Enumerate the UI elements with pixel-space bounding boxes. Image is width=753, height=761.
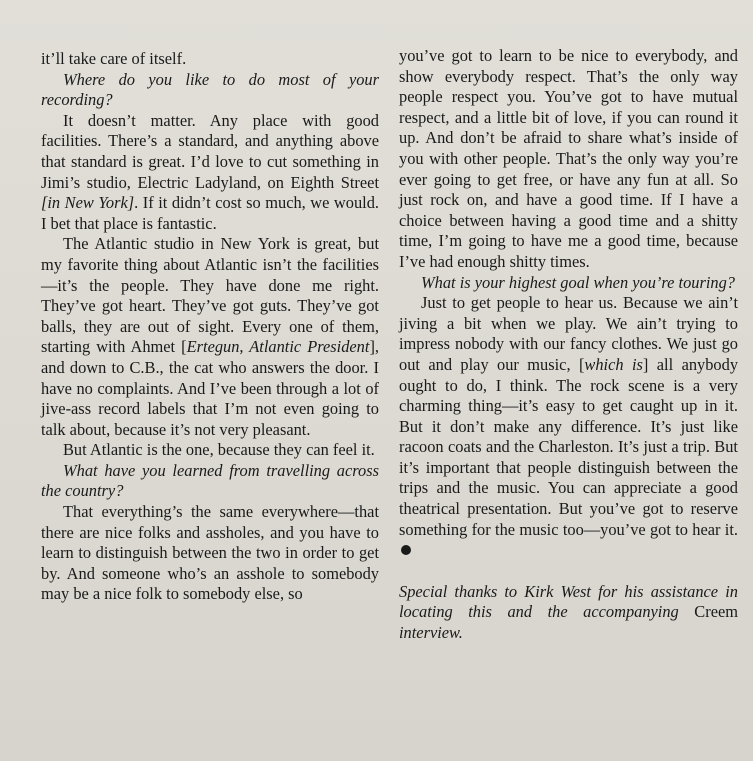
interview-question: Where do you like to do most of your recording?	[41, 69, 379, 110]
interview-question: What is your highest goal when you’re touring?	[421, 272, 735, 292]
paragraph: It doesn’t matter. Any place with good facilities. There’s a standard, and anything above that standard is great. I’d love to cut something in Jimi’s studio, Electric Ladyland, on Eighth Street [in New York]. If it didn’t cost so much, we would. I bet that place is fantastic.	[41, 110, 379, 233]
end-of-article-dot-icon	[401, 545, 411, 555]
paragraph: But Atlantic is the one, because they can feel it.	[63, 440, 375, 460]
paragraph: That everything’s the same everywhere—that there are nice folks and assholes, and you have to learn to distinguish between the two in order to get by. And someone who’s an asshole to somebody may be a nice folk to somebody else, so	[41, 502, 379, 604]
credit-note: Special thanks to Kirk West for his assistance in locating this and the accompanying Creem interview.	[399, 581, 738, 643]
paragraph: The Atlantic studio in New York is great, but my favorite thing about Atlantic isn’t the facilities—it’s the people. They have done me right. They’ve got heart. They’ve got guts. They’ve got balls, they are out of sight. Every one of them, starting with Ahmet [Ertegun, Atlantic President], and down to C.B., the cat who answers the door. I have no complaints. And I’ve been through a lot of jive-ass record labels that I’m not even going to talk about, because it’s not very pleasant.	[41, 234, 379, 439]
right-column	[399, 46, 738, 644]
interview-question: What have you learned from travelling across the country?	[41, 460, 379, 501]
paragraph: Just to get people to hear us. Because we ain’t jiving a bit when we play. We ain’t trying to impress nobody with our fancy clothes. We just go out and play our music, [which is] all anybody ought to do, I think. The rock scene is a very charming thing—it’s easy to get caught up in it. But it don’t make any difference. It’s just like racoon coats and the Charleston. It’s just a trip. But it’s important that people distinguish between the trips and the music. You can appreciate a good theatrical presentation. But you’ve got to reserve something for the music too—you’ve got to hear it.	[399, 293, 738, 561]
left-column	[41, 49, 379, 605]
paragraph: it’ll take care of itself.	[41, 49, 187, 68]
paragraph: you’ve got to learn to be nice to everybody, and show everybody respect. That’s the only way people respect you. You’ve got to have mutual respect, and a little bit of love, if you can round it up. And don’t be afraid to share what’s inside of you with other people. That’s the only way you’re ever going to get free, or have any fun at all. So just rock on, and have a good time. If I have a choice between having a good time and a shitty time, I’m going to have me a good time, because I’ve had enough shitty times.	[399, 46, 738, 271]
